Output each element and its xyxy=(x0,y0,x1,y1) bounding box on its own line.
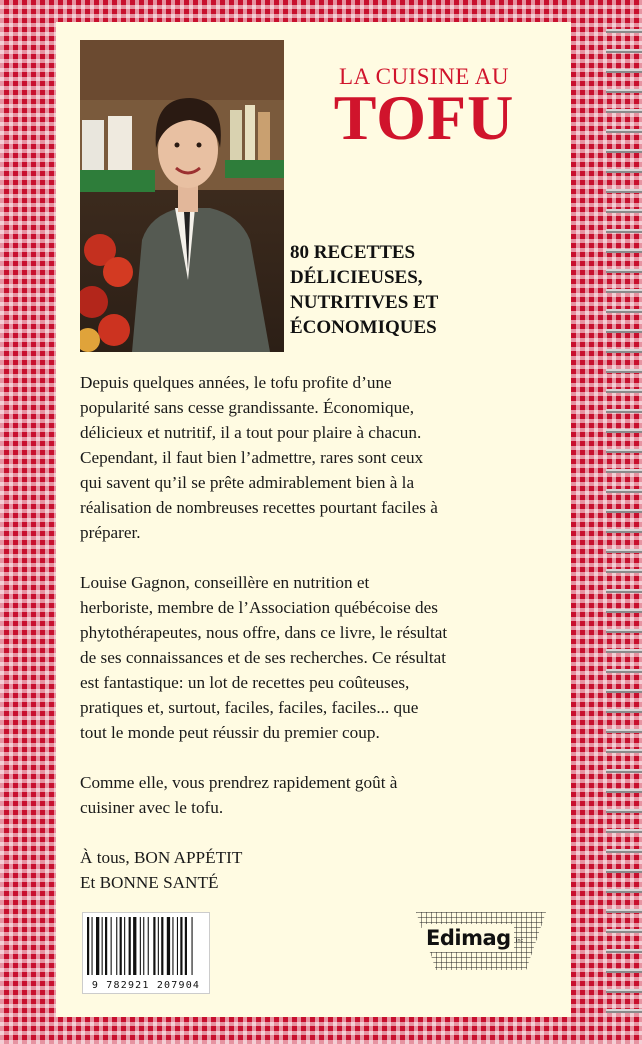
barcode-bar xyxy=(167,917,170,975)
back-cover-panel xyxy=(56,22,571,1017)
barcode-bar xyxy=(96,917,99,975)
subtitle-line: DÉLICIEUSES, xyxy=(290,267,423,288)
barcode-bars xyxy=(83,913,209,977)
subtitle-line: ÉCONOMIQUES xyxy=(290,317,437,338)
barcode-bar xyxy=(120,917,122,975)
text-line: Comme elle, vous prendrez rapidement goût à xyxy=(80,773,398,792)
barcode-bar xyxy=(111,917,112,975)
author-photo xyxy=(80,40,284,352)
text-line: réalisation de nombreuses recettes pourtant faciles à xyxy=(80,498,438,517)
closing-wishes xyxy=(80,845,558,895)
text-line: popularité sans cesse grandissante. Économique, xyxy=(80,398,415,417)
book-subtitle xyxy=(290,240,550,340)
description-paragraph xyxy=(80,770,558,820)
text-line: tout le monde peut réussir du premier coup. xyxy=(80,723,380,742)
barcode-bar xyxy=(140,917,141,975)
text-line: Cependant, il faut bien l’admettre, rares sont ceux xyxy=(80,448,424,467)
text-line: qui savent qu’il se prête admirablement bien à la xyxy=(80,473,415,492)
description-paragraph xyxy=(80,370,558,545)
barcode-bar xyxy=(129,917,131,975)
isbn-barcode xyxy=(82,912,210,994)
barcode-bar xyxy=(158,917,159,975)
subtitle-line: NUTRITIVES ET xyxy=(290,292,439,313)
barcode-bar xyxy=(116,917,117,975)
barcode-bar xyxy=(148,917,149,975)
description-paragraph xyxy=(80,570,558,745)
text-line: À tous, BON APPÉTIT xyxy=(80,848,243,867)
book-title-main: TOFU xyxy=(333,82,515,153)
text-line: délicieux et nutritif, il a tout pour plaire à chacun. xyxy=(80,423,422,442)
barcode-bar xyxy=(161,917,163,975)
barcode-bar xyxy=(92,917,93,975)
barcode-bar xyxy=(177,917,178,975)
text-line: préparer. xyxy=(80,523,141,542)
barcode-bar xyxy=(102,917,103,975)
text-line: Et BONNE SANTÉ xyxy=(80,873,219,892)
text-line: de ses connaissances et de ses recherches. Ce résultat xyxy=(80,648,447,667)
barcode-bar xyxy=(105,917,107,975)
barcode-bar xyxy=(180,917,182,975)
publisher-logo xyxy=(416,912,546,972)
barcode-bar xyxy=(143,917,144,975)
barcode-bar xyxy=(87,917,89,975)
text-line: herboriste, membre de l’Association québécoise des xyxy=(80,598,438,617)
text-line: cuisiner avec le tofu. xyxy=(80,798,224,817)
spiral-binding xyxy=(606,20,642,1020)
book-title-line1: LA CUISINE AU xyxy=(338,64,510,89)
isbn-number: 9 782921 207904 xyxy=(91,980,201,991)
barcode-bar xyxy=(153,917,155,975)
barcode-bar xyxy=(185,917,187,975)
barcode-bar xyxy=(133,917,136,975)
text-line: phytothérapeutes, nous offre, dans ce livre, le résultat xyxy=(80,623,448,642)
text-line: pratiques et, surtout, faciles, faciles, faciles... que xyxy=(80,698,419,717)
barcode-bar xyxy=(124,917,125,975)
publisher-suffix: inc xyxy=(516,938,524,944)
description-text xyxy=(80,370,558,920)
text-line: Louise Gagnon, conseillère en nutrition et xyxy=(80,573,370,592)
text-line: est fantastique: un lot de recettes peu coûteuses, xyxy=(80,673,410,692)
barcode-bar xyxy=(192,917,193,975)
text-line: Depuis quelques années, le tofu profite d’une xyxy=(80,373,392,392)
subtitle-line: 80 RECETTES xyxy=(290,242,416,263)
barcode-bar xyxy=(172,917,173,975)
publisher-name: Edimag xyxy=(426,926,511,950)
